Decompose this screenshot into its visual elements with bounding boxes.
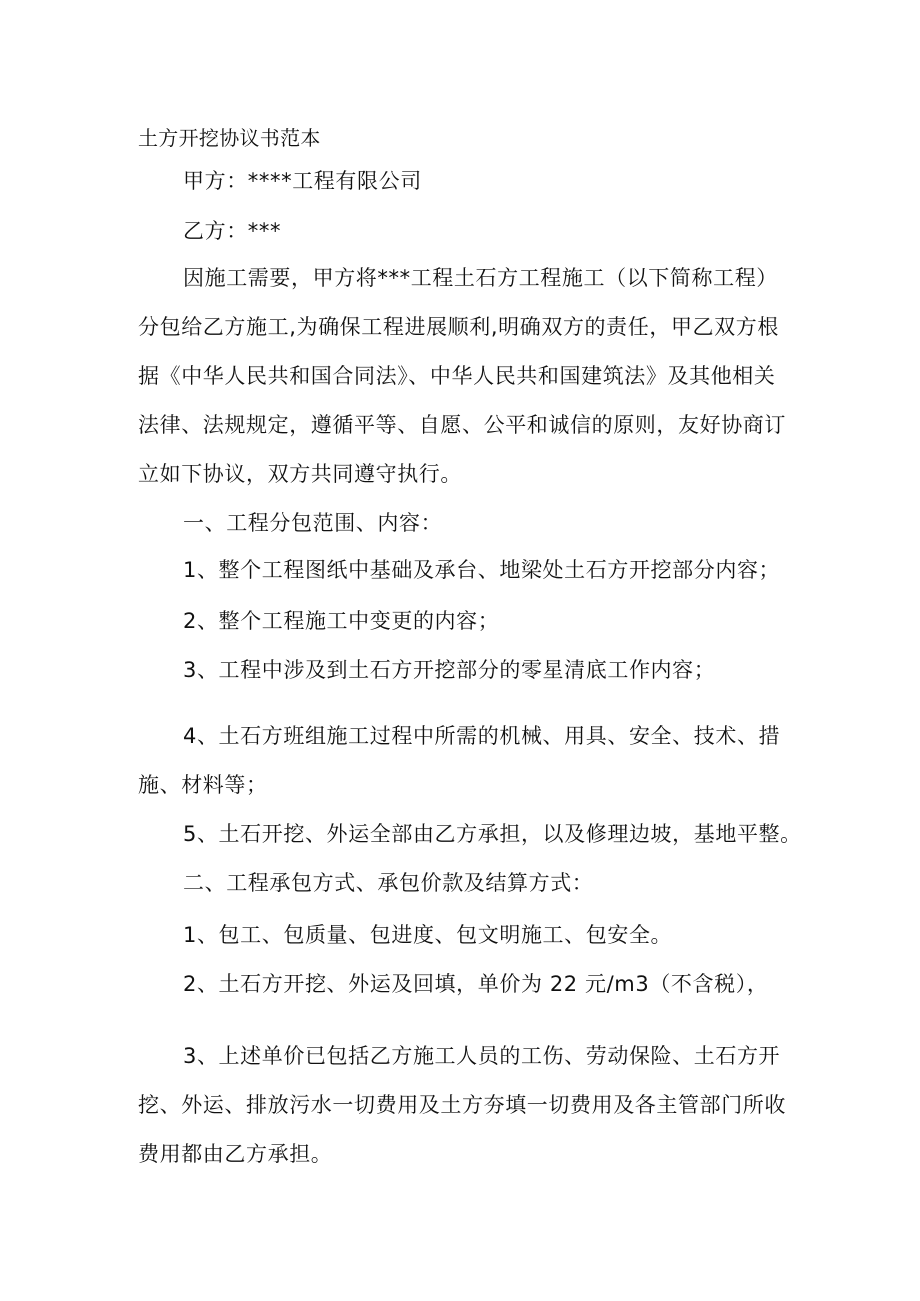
section1-item: 3、工程中涉及到土石方开挖部分的零星清底工作内容； <box>183 658 716 682</box>
document-title: 土方开挖协议书范本 <box>138 126 321 150</box>
intro-paragraph-line: 因施工需要，甲方将***工程土石方工程施工（以下简称工程） <box>183 266 778 290</box>
section1-item: 4、土石方班组施工过程中所需的机械、用具、安全、技术、措 <box>183 724 781 748</box>
section1-item: 2、整个工程施工中变更的内容； <box>183 609 500 633</box>
section2-item-continuation: 挖、外运、排放污水一切费用及土方夯填一切费用及各主管部门所收 <box>138 1093 786 1117</box>
section2-item: 2、土石方开挖、外运及回填，单价为 22 元/m3（不含税）， <box>183 972 769 996</box>
section2-heading: 二、工程承包方式、承包价款及结算方式： <box>183 871 594 895</box>
section2-item: 3、上述单价已包括乙方施工人员的工伤、劳动保险、土石方开 <box>183 1044 781 1068</box>
section1-heading: 一、工程分包范围、内容： <box>183 511 443 535</box>
party-a: 甲方：****工程有限公司 <box>183 169 422 193</box>
section1-item: 1、整个工程图纸中基础及承台、地梁处土石方开挖部分内容； <box>183 558 781 582</box>
intro-paragraph-line: 据《中华人民共和国合同法》、中华人民共和国建筑法》及其他相关 <box>138 364 776 388</box>
intro-paragraph-line: 法律、法规规定，遵循平等、自愿、公平和诚信的原则，友好协商订 <box>138 413 786 437</box>
section2-item-continuation: 费用都由乙方承担。 <box>138 1142 333 1166</box>
section1-item-continuation: 施、材料等； <box>138 773 268 797</box>
intro-paragraph-line: 分包给乙方施工,为确保工程进展顺利,明确双方的责任，甲乙双方根 <box>138 315 779 339</box>
section1-item: 5、土石开挖、外运全部由乙方承担，以及修理边坡，基地平整。 <box>183 822 802 846</box>
intro-paragraph-line: 立如下协议，双方共同遵守执行。 <box>138 462 462 486</box>
section2-item: 1、包工、包质量、包进度、包文明施工、包安全。 <box>183 923 673 947</box>
party-b: 乙方：*** <box>183 219 282 243</box>
